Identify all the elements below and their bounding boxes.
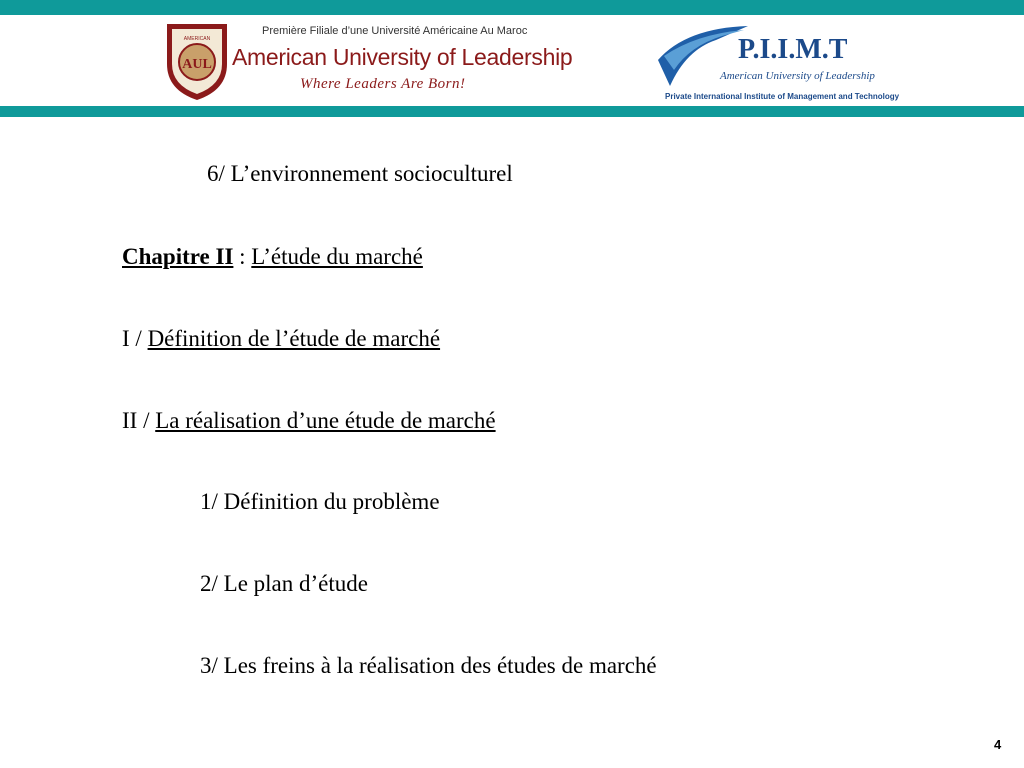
outline-item-3: 3/ Les freins à la réalisation des études de marché bbox=[200, 653, 657, 678]
section-1-heading bbox=[122, 327, 440, 350]
chapter-label: Chapitre II bbox=[122, 244, 234, 269]
outline-item-1: 1/ Définition du problème bbox=[200, 489, 440, 514]
aul-slogan: Where Leaders Are Born! bbox=[300, 76, 466, 92]
aul-seal-logo bbox=[163, 18, 231, 102]
piimt-subtitle: American University of Leadership bbox=[720, 70, 875, 82]
aul-subtitle: Première Filiale d’une Université Américaine Au Maroc bbox=[262, 25, 528, 37]
svg-text:AMERICAN: AMERICAN bbox=[183, 36, 211, 42]
section-1-title: Définition de l’étude de marché bbox=[147, 326, 441, 351]
piimt-name: P.I.I.M.T bbox=[738, 34, 848, 65]
section-2-number: II / bbox=[122, 408, 156, 433]
outline-item-2: 2/ Le plan d’étude bbox=[200, 571, 368, 596]
page-number: 4 bbox=[994, 737, 1002, 752]
chapter-heading bbox=[122, 245, 423, 268]
chapter-title: L’étude du marché bbox=[251, 244, 423, 269]
svg-text:AUL: AUL bbox=[182, 57, 212, 72]
section-2-heading bbox=[122, 409, 496, 432]
outline-line-socioculturel: 6/ L’environnement socioculturel bbox=[207, 161, 513, 186]
aul-name: American University of Leadership bbox=[232, 44, 573, 70]
chapter-separator: : bbox=[233, 244, 252, 269]
header-bottom-bar bbox=[0, 106, 1024, 117]
section-2-title: La réalisation d’une étude de marché bbox=[155, 408, 496, 433]
section-1-number: I / bbox=[122, 326, 148, 351]
header-top-bar bbox=[0, 0, 1024, 15]
piimt-full-name: Private International Institute of Management and Technology bbox=[665, 92, 900, 101]
